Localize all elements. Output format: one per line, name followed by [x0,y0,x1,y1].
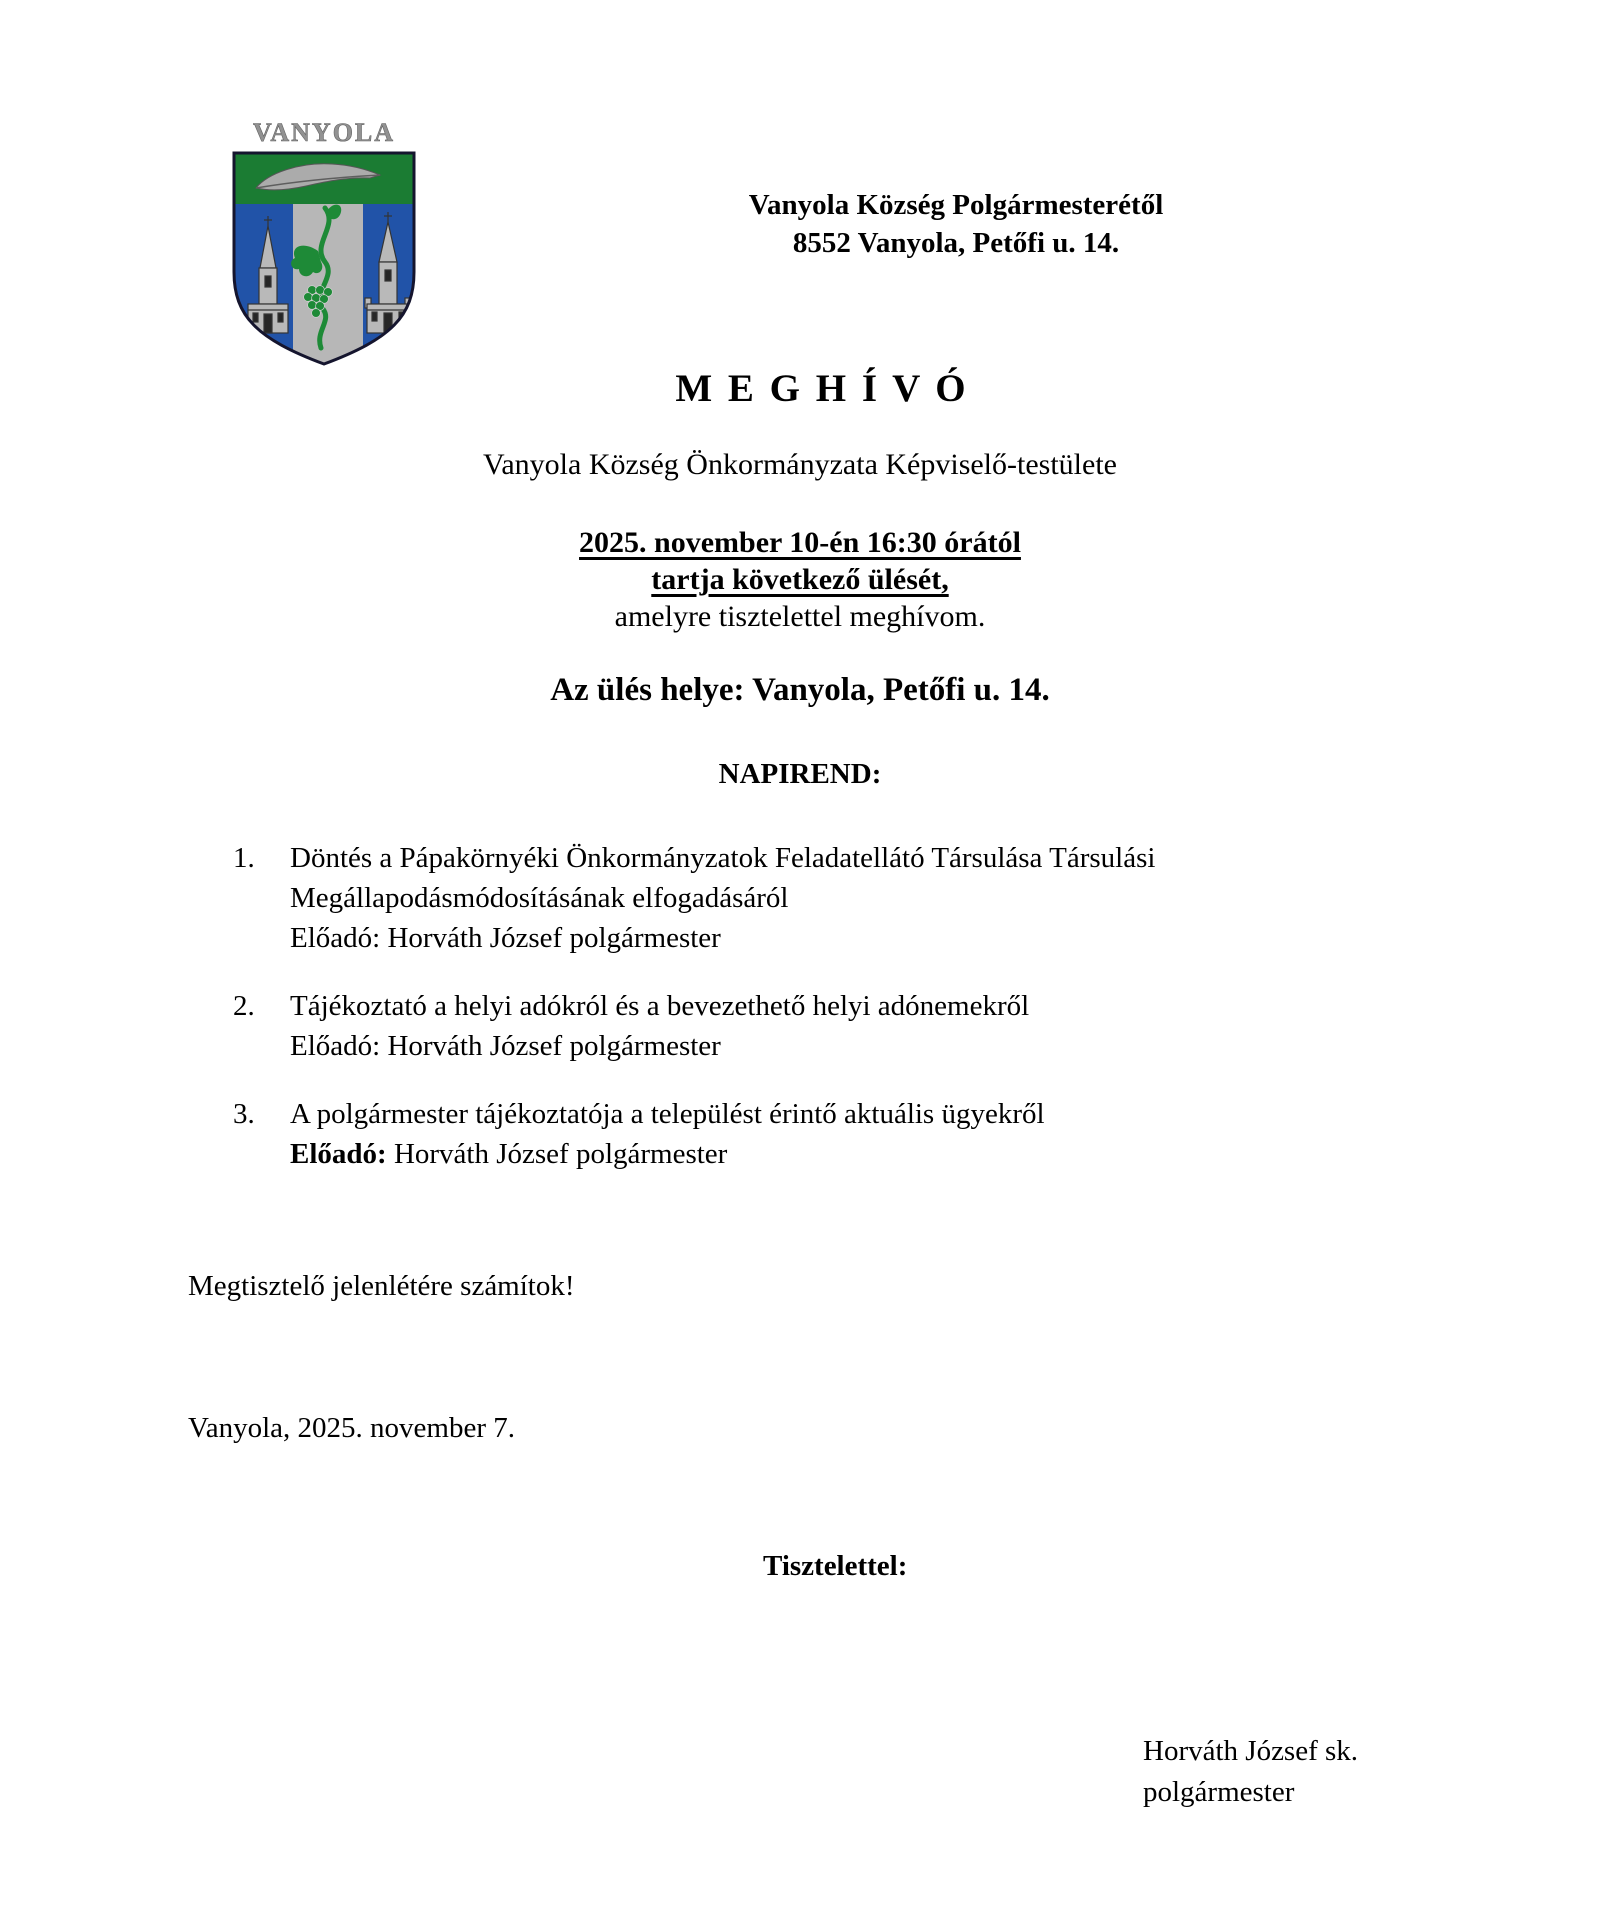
agenda-text-line: Döntés a Pápakörnyéki Önkormányzatok Feladatellátó Társulása Társulási [290,842,1156,874]
presenter-name: Horváth József polgármester [380,1030,721,1062]
agenda-item-content [290,1094,1393,1174]
session-date-line1: 2025. november 10-én 16:30 órától [579,526,1021,559]
presenter-label: Előadó: [290,922,381,954]
agenda-list [233,838,1393,1202]
agenda-item-content [290,986,1393,1066]
presenter-name: Horváth József polgármester [386,1138,728,1170]
date-place-line: Vanyola, 2025. november 7. [188,1412,515,1444]
agenda-item-presenter [290,1026,1393,1066]
session-invite-line: amelyre tisztelettel meghívom. [614,600,986,633]
session-location: Az ülés helye: Vanyola, Petőfi u. 14. [550,672,1050,708]
agenda-text-line: A polgármester tájékoztatója a települést érintő aktuális ügyekről [290,1098,1045,1130]
agenda-item-content [290,838,1393,958]
session-date-line2: tartja következő ülését, [651,563,949,596]
signature-name: Horváth József sk. [1143,1735,1359,1767]
agenda-item-number: 1. [233,842,255,874]
agenda-heading: NAPIREND: [718,758,882,790]
sender-header [456,186,1456,262]
agenda-item-text [290,838,1393,918]
agenda-item [233,838,1393,958]
agenda-item [233,986,1393,1066]
signature-title: polgármester [1143,1776,1295,1808]
agenda-item-text [290,986,1393,1026]
agenda-item-number: 3. [233,1098,255,1130]
agenda-text-line: Tájékoztató a helyi adókról és a bevezethető helyi adónemekről [290,990,1030,1022]
agenda-item-presenter [290,1134,1393,1174]
agenda-item-text [290,1094,1393,1134]
document-title: M E G H Í V Ó [675,367,969,410]
signature-block [1143,1731,1358,1813]
presenter-label: Előadó: [290,1030,381,1062]
presenter-name: Horváth József polgármester [380,922,721,954]
presenter-label: Előadó: [290,1138,387,1170]
coat-of-arms-icon [228,150,420,367]
sender-line2: 8552 Vanyola, Petőfi u. 14. [792,227,1120,259]
agenda-text-line: Megállapodásmódosításának elfogadásáról [290,882,789,914]
salutation: Tisztelettel: [763,1550,908,1582]
sender-line1: Vanyola Község Polgármesterétől [748,189,1164,221]
agenda-item-number: 2. [233,990,255,1022]
attendance-note: Megtisztelő jelenlétére számítok! [188,1270,575,1302]
coat-of-arms-caption: VANYOLA [252,118,396,147]
subtitle: Vanyola Község Önkormányzata Képviselő-testülete [483,448,1117,481]
session-block [0,524,1600,635]
agenda-item [233,1094,1393,1174]
agenda-item-presenter [290,918,1393,958]
